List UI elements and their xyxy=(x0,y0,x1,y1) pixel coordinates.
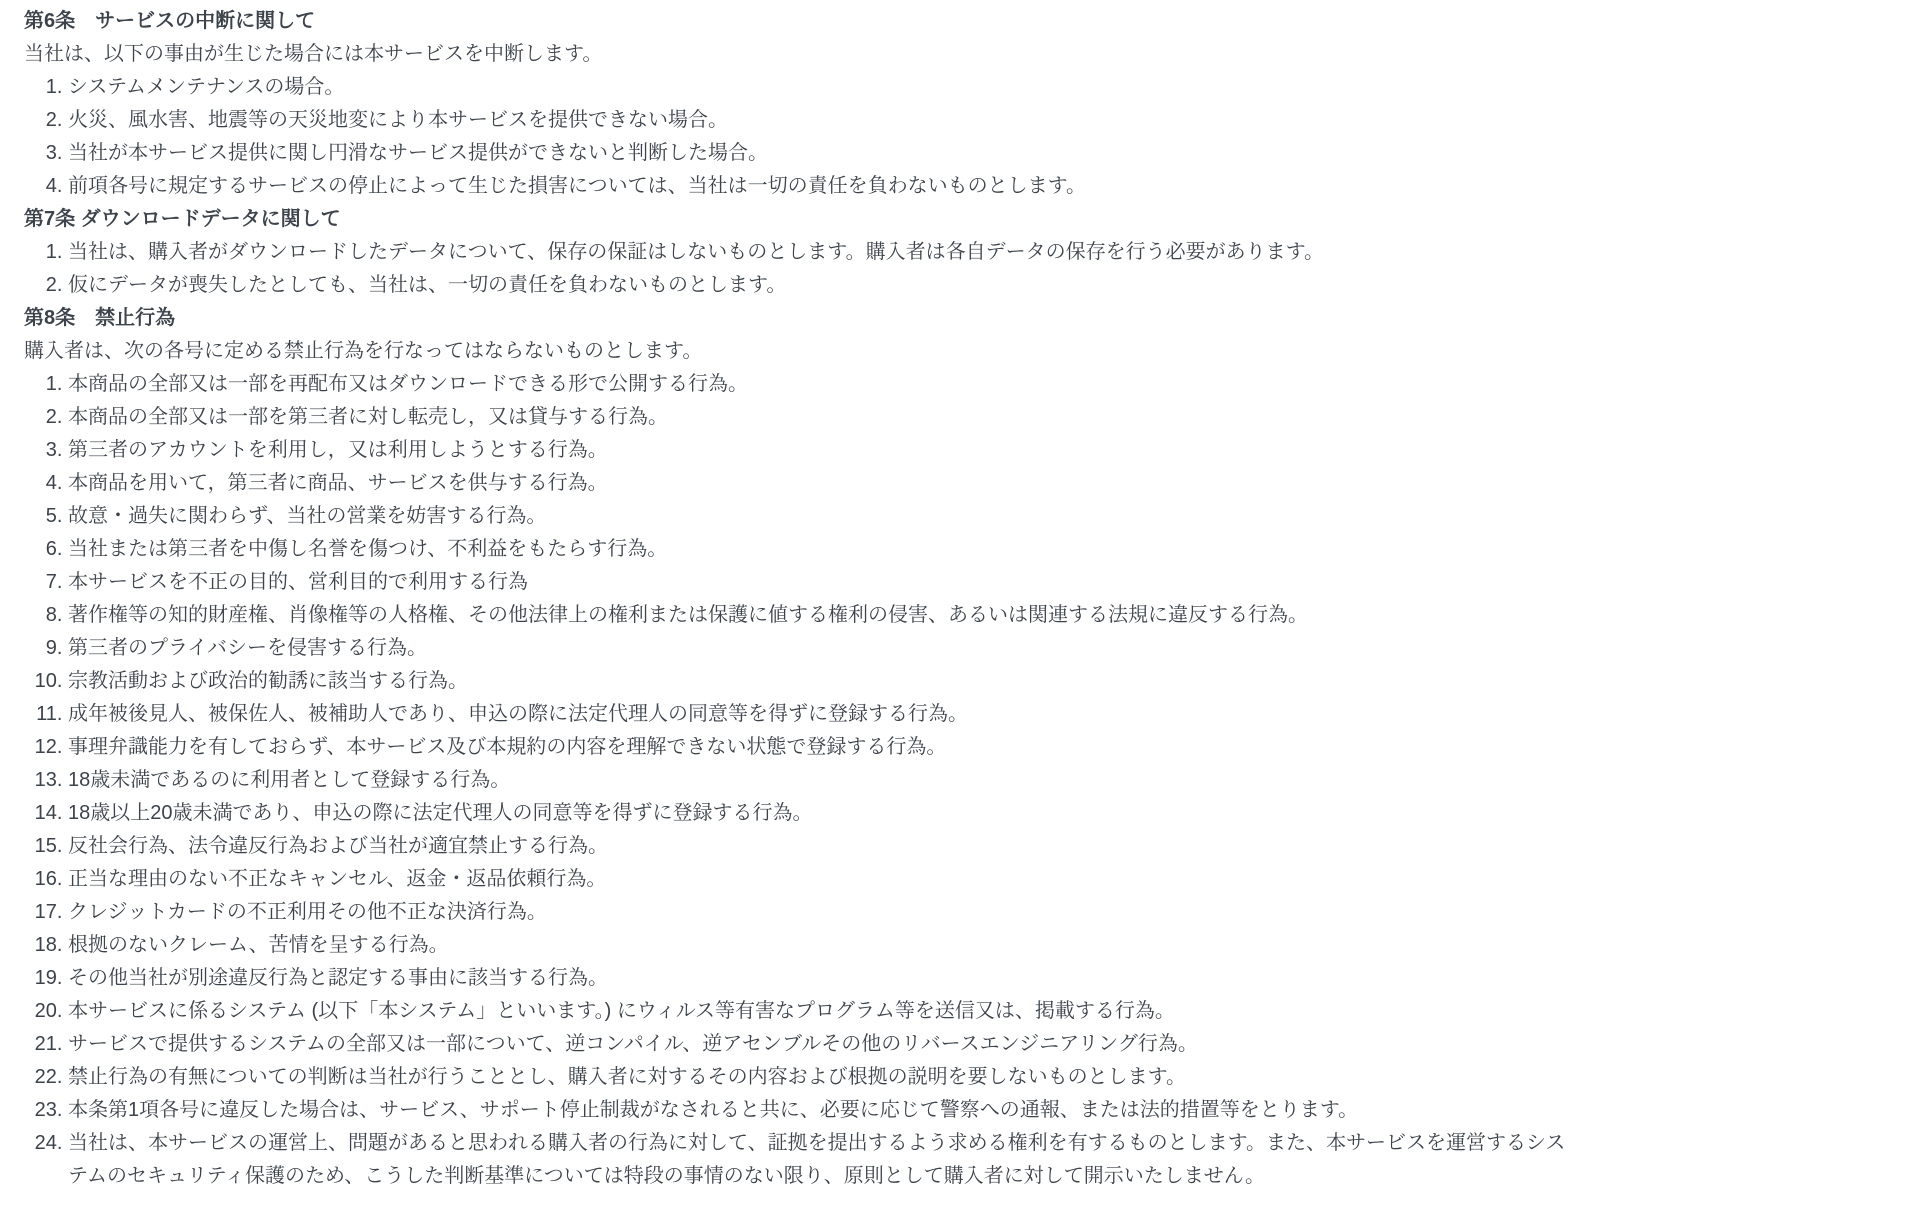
terms-item: 21. サービスで提供するシステムの全部又は一部について、逆コンパイル、逆アセンブルその他のリバースエンジニアリング行為。 xyxy=(68,1028,1576,1061)
terms-item: 1. 本商品の全部又は一部を再配布又はダウンロードできる形で公開する行為。 xyxy=(68,368,1576,401)
terms-item: 4. 前項各号に規定するサービスの停止によって生じた損害については、当社は一切の責任を負わないものとします。 xyxy=(68,170,1576,203)
terms-item: 24. 当社は、本サービスの運営上、問題があると思われる購入者の行為に対して、証拠を提出するよう求める権利を有するものとします。また、本サービスを運営するシステムのセキュリティ保護のため、こうした判断基準については特段の事情のない限り、原則として購入者に対して開示いたしません。 xyxy=(68,1127,1576,1193)
terms-item: 20. 本サービスに係るシステム (以下「本システム」といいます。) にウィルス等有害なプログラム等を送信又は、掲載する行為。 xyxy=(68,995,1576,1028)
terms-item: 8. 著作権等の知的財産権、肖像権等の人格権、その他法律上の権利または保護に値する権利の侵害、あるいは関連する法規に違反する行為。 xyxy=(68,599,1576,632)
article-heading: 第8条 禁止行為 xyxy=(24,307,176,329)
terms-item: 2. 仮にデータが喪失したとしても、当社は、一切の責任を負わないものとします。 xyxy=(68,269,1576,302)
terms-item: 23. 本条第1項各号に違反した場合は、サービス、サポート停止制裁がなされると共に、必要に応じて警察への通報、または法的措置等をとります。 xyxy=(68,1094,1576,1127)
terms-item: 16. 正当な理由のない不正なキャンセル、返金・返品依頼行為。 xyxy=(68,863,1576,896)
terms-item: 19. その他当社が別途違反行為と認定する事由に該当する行為。 xyxy=(68,962,1576,995)
terms-item: 2. 火災、風水害、地震等の天災地変により本サービスを提供できない場合。 xyxy=(68,104,1576,137)
terms-item: 4. 本商品を用いて，第三者に商品、サービスを供与する行為。 xyxy=(68,467,1576,500)
terms-item: 11. 成年被後見人、被保佐人、被補助人であり、申込の際に法定代理人の同意等を得ずに登録する行為。 xyxy=(68,698,1576,731)
article-item-list xyxy=(24,236,1576,302)
article-intro: 当社は、以下の事由が生じた場合には本サービスを中断します。 xyxy=(24,43,603,65)
terms-item: 10. 宗教活動および政治的勧誘に該当する行為。 xyxy=(68,665,1576,698)
terms-item: 12. 事理弁識能力を有しておらず、本サービス及び本規約の内容を理解できない状態で登録する行為。 xyxy=(68,731,1576,764)
terms-item: 17. クレジットカードの不正利用その他不正な決済行為。 xyxy=(68,896,1576,929)
terms-item: 14. 18歳以上20歳未満であり、申込の際に法定代理人の同意等を得ずに登録する行為。 xyxy=(68,797,1576,830)
terms-item: 2. 本商品の全部又は一部を第三者に対し転売し，又は貸与する行為。 xyxy=(68,401,1576,434)
terms-item: 6. 当社または第三者を中傷し名誉を傷つけ、不利益をもたらす行為。 xyxy=(68,533,1576,566)
article-intro: 購入者は、次の各号に定める禁止行為を行なってはならないものとします。 xyxy=(24,340,703,362)
terms-item: 1. システムメンテナンスの場合。 xyxy=(68,71,1576,104)
article-item-list xyxy=(24,71,1576,203)
terms-item: 1. 当社は、購入者がダウンロードしたデータについて、保存の保証はしないものとします。購入者は各自データの保存を行う必要があります。 xyxy=(68,236,1576,269)
terms-item: 15. 反社会行為、法令違反行為および当社が適宜禁止する行為。 xyxy=(68,830,1576,863)
terms-item: 18. 根拠のないクレーム、苦情を呈する行為。 xyxy=(68,929,1576,962)
terms-item: 3. 第三者のアカウントを利用し，又は利用しようとする行為。 xyxy=(68,434,1576,467)
terms-item: 7. 本サービスを不正の目的、営利目的で利用する行為 xyxy=(68,566,1576,599)
article-item-list xyxy=(24,368,1576,1193)
article-heading: 第7条 ダウンロードデータに関して xyxy=(24,208,341,230)
article-heading: 第6条 サービスの中断に関して xyxy=(24,10,316,32)
terms-item: 5. 故意・過失に関わらず、当社の営業を妨害する行為。 xyxy=(68,500,1576,533)
terms-item: 22. 禁止行為の有無についての判断は当社が行うこととし、購入者に対するその内容および根拠の説明を要しないものとします。 xyxy=(68,1061,1576,1094)
terms-item: 13. 18歳未満であるのに利用者として登録する行為。 xyxy=(68,764,1576,797)
terms-item: 3. 当社が本サービス提供に関し円滑なサービス提供ができないと判断した場合。 xyxy=(68,137,1576,170)
terms-item: 9. 第三者のプライバシーを侵害する行為。 xyxy=(68,632,1576,665)
